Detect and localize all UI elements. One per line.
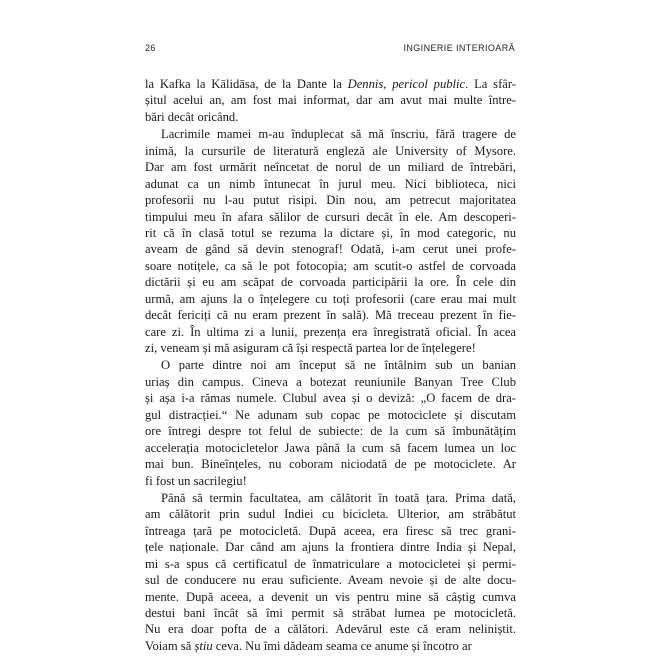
text-segment: destui bani încât să îmi permit să străbat lumea pe motocicletă. — [145, 606, 516, 620]
text-segment: . La sfâr- — [465, 77, 516, 91]
text-line — [145, 473, 516, 489]
paragraph — [145, 490, 516, 654]
text-line — [145, 274, 516, 290]
paragraph — [145, 76, 516, 125]
text-line — [145, 490, 516, 506]
text-line — [145, 456, 516, 472]
text-segment: și așa i-a rămas numele. Clubul avea și o deviză: „O facem de dra- — [145, 391, 516, 406]
running-title: INGINERIE INTERIOARĂ — [403, 43, 515, 53]
text-segment: timpului meu în afara sălilor de cursuri decât în ele. Am descoperi- — [145, 209, 516, 224]
text-segment: Voiam să — [145, 638, 195, 653]
text-line — [145, 225, 516, 241]
text-segment: accelerația motocicletelor Jawa până la cum să facem lumea un loc — [145, 440, 516, 455]
text-line — [145, 621, 516, 637]
text-segment: mente. După aceea, a devenit un vis pentru mine să câștig cumva — [145, 589, 516, 604]
text-segment: dictării și eu am scăpat de corvoada participării la ore. În cele din — [145, 275, 516, 290]
text-line — [145, 143, 516, 159]
italic-text: Dennis, pericol public — [347, 77, 466, 91]
text-line — [145, 440, 516, 456]
text-segment: șitul acelui an, am fost mai informat, dar am avut mai multe între- — [145, 93, 516, 108]
text-line — [145, 92, 516, 108]
text-line — [145, 176, 516, 192]
text-segment: O parte dintre noi am început să ne întâlnim sub un banian — [161, 358, 516, 373]
text-segment: fi fost un sacrilegiu! — [145, 473, 247, 488]
text-line — [145, 258, 516, 274]
text-segment: urmă, am ajuns la o înțelegere cu toți profesorii (care erau mai mult — [145, 291, 516, 306]
text-line — [145, 340, 516, 356]
text-line — [145, 324, 516, 340]
text-segment: adunat ca un nimb întunecat în jurul meu. Nici biblioteca, nici — [145, 176, 516, 191]
text-segment: decât fericiți că nu eram prezent în sală). Mă treceau prezent în fie- — [145, 308, 516, 323]
text-line — [145, 241, 516, 257]
text-line — [145, 572, 516, 588]
text-line — [145, 539, 516, 555]
text-segment: ceva. Nu îmi dădeam seama ce anume și încotro ar — [212, 638, 472, 653]
text-line — [145, 126, 516, 142]
text-line — [145, 291, 516, 307]
text-segment: mi s-a spus că certificatul de înmatriculare a motocicletei și permi- — [145, 556, 516, 571]
text-segment: ore întregi despre tot felul de subiecte: de la cum să îmbunătățim — [145, 424, 516, 439]
text-line — [145, 589, 516, 605]
text-line — [145, 407, 516, 423]
text-segment: mai bun. Bineînțeles, nu coboram niciodată de pe motociclete. Ar — [145, 457, 516, 472]
text-line — [145, 605, 516, 621]
text-line — [145, 192, 516, 208]
text-line — [145, 109, 516, 125]
text-line — [145, 374, 516, 390]
text-line — [145, 76, 516, 92]
text-segment: care zi. În ultima zi a lunii, prezența era înregistrată oficial. În acea — [145, 324, 516, 339]
text-segment: gul distracției.“ Ne adunam sub copac pe motociclete și discutam — [145, 407, 516, 422]
text-line — [145, 506, 516, 522]
paragraph — [145, 126, 516, 356]
text-segment: am călătorit prin sudul Indiei cu bicicleta. Ulterior, am străbătut — [145, 507, 516, 522]
page-number: 26 — [145, 43, 156, 53]
text-segment: profesorii nu l-au putut risipi. Din nou, am petrecut majoritatea — [145, 193, 516, 208]
text-segment: bări decât oricând. — [145, 109, 239, 124]
text-line — [145, 423, 516, 439]
text-segment: soare notițele, ca să le pot fotocopia; am scutit-o astfel de corvoada — [145, 258, 516, 273]
text-line — [145, 556, 516, 572]
text-line — [145, 209, 516, 225]
text-line — [145, 357, 516, 373]
text-line — [145, 523, 516, 539]
body-text — [145, 76, 516, 655]
text-segment: uriaș din campus. Cineva a botezat reuniunile Banyan Tree Club — [145, 374, 516, 389]
text-segment: Dar am fost urmărit neîncetat de norul de un miliard de întrebări, — [145, 160, 516, 175]
text-segment: aveam de gând să devin stenograf! Odată, i-am cerut unei profe- — [145, 242, 516, 257]
text-segment: țele naționale. Dar când am ajuns la frontiera dintre India și Nepal, — [145, 540, 516, 555]
text-line — [145, 159, 516, 175]
text-line — [145, 638, 516, 654]
italic-text: știu — [194, 638, 213, 653]
text-segment: zi, veneam și mă asiguram că își respectă partea lor de înțelegere! — [145, 341, 476, 355]
text-segment: Lacrimile mamei m-au înduplecat să mă înscriu, fără tragere de — [161, 127, 516, 142]
text-segment: inimă, la cursurile de literatură engleză ale University of Mysore. — [145, 143, 516, 158]
text-line — [145, 390, 516, 406]
running-header — [145, 43, 515, 55]
text-segment: la Kafka la Kālidāsa, de la Dante la — [145, 77, 348, 91]
text-segment: sul de conducere nu erau suficiente. Aveam nevoie și de alte docu- — [145, 573, 516, 588]
text-segment: întreaga țară pe motocicletă. După aceea, era firesc să trec grani- — [145, 523, 516, 538]
text-segment: rit că în clasă totul se rezuma la dictare și, în mod categoric, nu — [145, 225, 516, 240]
text-segment: Până să termin facultatea, am călătorit în toată țara. Prima dată, — [161, 490, 516, 505]
text-segment: Nu era doar pofta de a călători. Adevărul este că eram neliniștit. — [145, 622, 516, 637]
text-line — [145, 307, 516, 323]
paragraph — [145, 357, 516, 489]
